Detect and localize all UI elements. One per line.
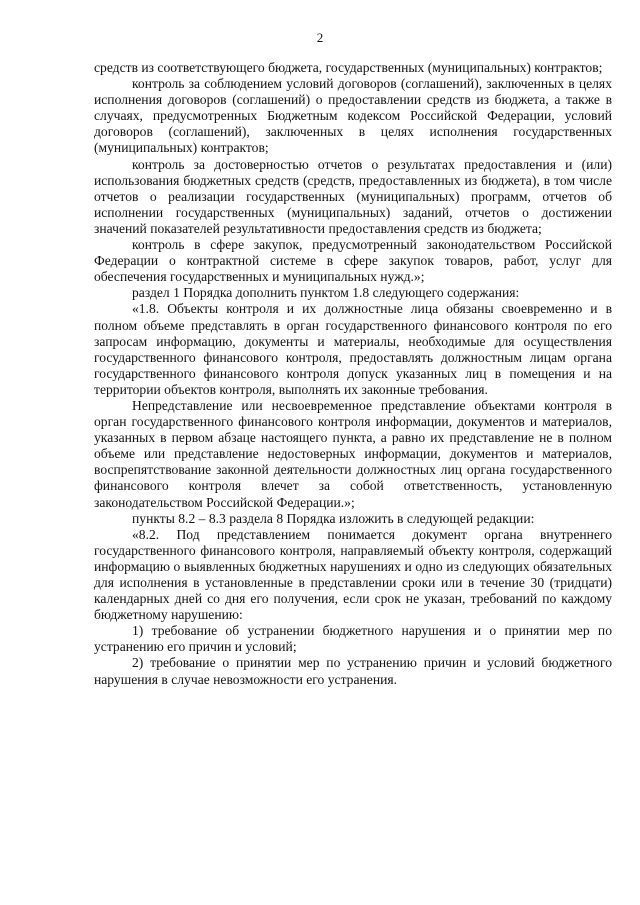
paragraph: 1) требование об устранении бюджетного нарушения и о принятии мер по устранению его причин и условий; [94,623,612,655]
page-number: 2 [316,30,324,45]
paragraph: контроль за соблюдением условий договоров (соглашений), заключенных в целях исполнения договоров (соглашений) о предоставлении средств из бюджета, а также в случаях, предусмотренных Бюджетным кодексом Российской Федерации, условий договоров (соглашений), заключенных в целях исполнения государственных (муниципальных) контрактов; [94,76,612,156]
paragraph: пункты 8.2 – 8.3 раздела 8 Порядка изложить в следующей редакции: [132,510,535,526]
paragraph: средств из соответствующего бюджета, государственных (муниципальных) контрактов; [94,60,603,75]
paragraph: раздел 1 Порядка дополнить пунктом 1.8 следующего содержания: [132,285,520,301]
paragraph: Непредставление или несвоевременное представление объектами контроля в орган государственного финансового контроля информации, документов и материалов, указанных в первом абзаце настоящего пункта, а равно их представление не в полном объеме или представление недостоверных информации, документов и материалов, воспрепятствование законной деятельности должностных лиц органа государственного финансового контроля влечет за собой ответственность, установленную законодательством Российской Федерации.»; [94,397,612,510]
paragraph: контроль за достоверностью отчетов о результатах предоставления и (или) использования бюджетных средств (средств, предоставленных из бюджета), в том числе отчетов о реализации государственных (муниципальных) программ, отчетов об исполнении государственных (муниципальных) заданий, отчетов о достижении значений показателей результативности предоставления средств из бюджета; [94,156,612,236]
paragraph: «1.8. Объекты контроля и их должностные лица обязаны своевременно и в полном объеме представлять в орган государственного финансового контроля по его запросам информацию, документы и материалы, необходимые для осуществления государственного финансового контроля, предоставлять должностным лицам органа государственного финансового контроля допуск указанных лиц в помещения и на территории объектов контроля, выполнять их законные требования. [94,301,612,397]
paragraph: 2) требование о принятии мер по устранению причин и условий бюджетного нарушения в случае невозможности его устранения. [94,655,612,687]
document-body [94,60,612,688]
paragraph: «8.2. Под представлением понимается документ органа внутреннего государственного финансового контроля, направляемый объекту контроля, содержащий информацию о выявленных бюджетных нарушениях и одно из следующих обязательных для исполнения в установленные в представлении сроки или в течение 30 (тридцати) календарных дней со дня его получения, если срок не указан, требований по каждому бюджетному нарушению: [94,526,612,623]
paragraph: контроль в сфере закупок, предусмотренный законодательством Российской Федерации о контрактной системе в сфере закупок товаров, работ, услуг для обеспечения государственных и муниципальных нужд.»; [94,237,612,285]
